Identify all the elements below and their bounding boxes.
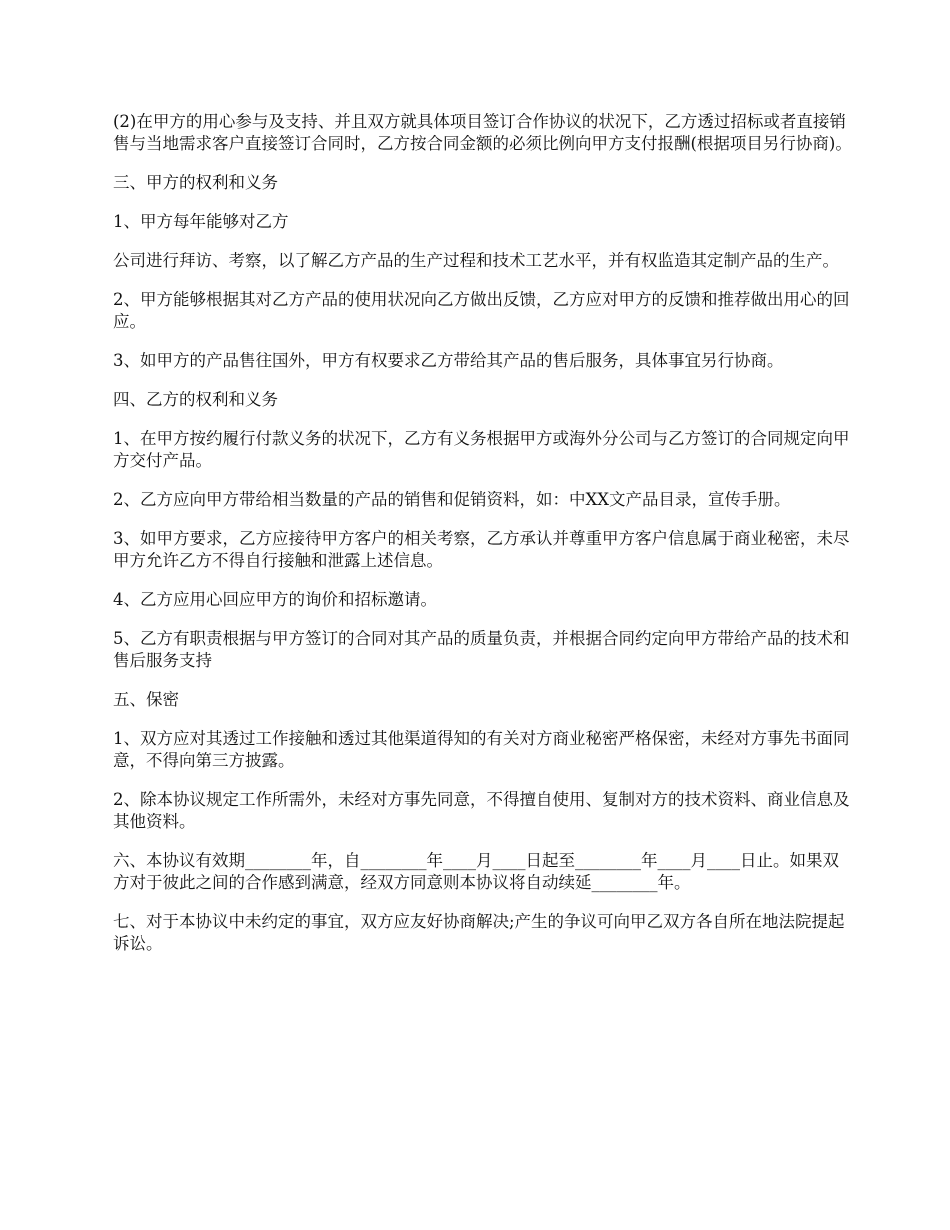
paragraph-dispute-resolution: 七、对于本协议中未约定的事宜，双方应友好协商解决;产生的争议可向甲乙双方各自所在地法院提起诉讼。: [113, 912, 845, 953]
heading-party-b-rights: 四、乙方的权利和义务: [113, 390, 278, 409]
paragraph-b-1: 1、在甲方按约履行付款义务的状况下，乙方有义务根据甲方或海外分公司与乙方签订的合同规定向甲方交付产品。: [113, 429, 850, 470]
paragraph-b-4: 4、乙方应用心回应甲方的询价和招标邀请。: [113, 590, 437, 609]
paragraph-b-3: 3、如甲方要求，乙方应接待甲方客户的相关考察，乙方承认并尊重甲方客户信息属于商业秘密，未尽甲方允许乙方不得自行接触和泄露上述信息。: [113, 529, 850, 570]
paragraph-b-2: 2、乙方应向甲方带给相当数量的产品的销售和促销资料，如：中XX文产品目录，宣传手册。: [113, 490, 791, 509]
heading-party-a-rights: 三、甲方的权利和义务: [113, 173, 278, 192]
paragraph-conf-1: 1、双方应对其透过工作接触和透过其他渠道得知的有关对方商业秘密严格保密，未经对方事先书面同意，不得向第三方披露。: [113, 729, 850, 770]
paragraph-validity-period: 六、本协议有效期________年，自________年____月____日起至________年____月____日止。如果双方对于彼此之间的合作感到满意，经双方同意则本协议将自动续延________年。: [113, 851, 839, 892]
paragraph-payment-clause: (2)在甲方的用心参与及支持、并且双方就具体项目签订合作协议的状况下，乙方透过招标或者直接销售与当地需求客户直接签订合同时，乙方按合同金额的必须比例向甲方支付报酬(根据项目另行协商)。: [113, 112, 852, 153]
paragraph-a-1: 1、甲方每年能够对乙方: [113, 212, 289, 231]
heading-confidentiality: 五、保密: [113, 690, 179, 709]
document-body: [113, 111, 853, 972]
paragraph-b-5: 5、乙方有职责根据与甲方签订的合同对其产品的质量负责，并根据合同约定向甲方带给产品的技术和售后服务支持: [113, 629, 850, 670]
paragraph-a-1-continued: 公司进行拜访、考察，以了解乙方产品的生产过程和技术工艺水平，并有权监造其定制产品的生产。: [113, 251, 839, 270]
paragraph-conf-2: 2、除本协议规定工作所需外，未经对方事先同意，不得擅自使用、复制对方的技术资料、商业信息及其他资料。: [113, 790, 850, 831]
paragraph-a-3: 3、如甲方的产品售往国外，甲方有权要求乙方带给其产品的售后服务，具体事宜另行协商。: [113, 351, 784, 370]
paragraph-a-2: 2、甲方能够根据其对乙方产品的使用状况向乙方做出反馈，乙方应对甲方的反馈和推荐做出用心的回应。: [113, 290, 850, 331]
